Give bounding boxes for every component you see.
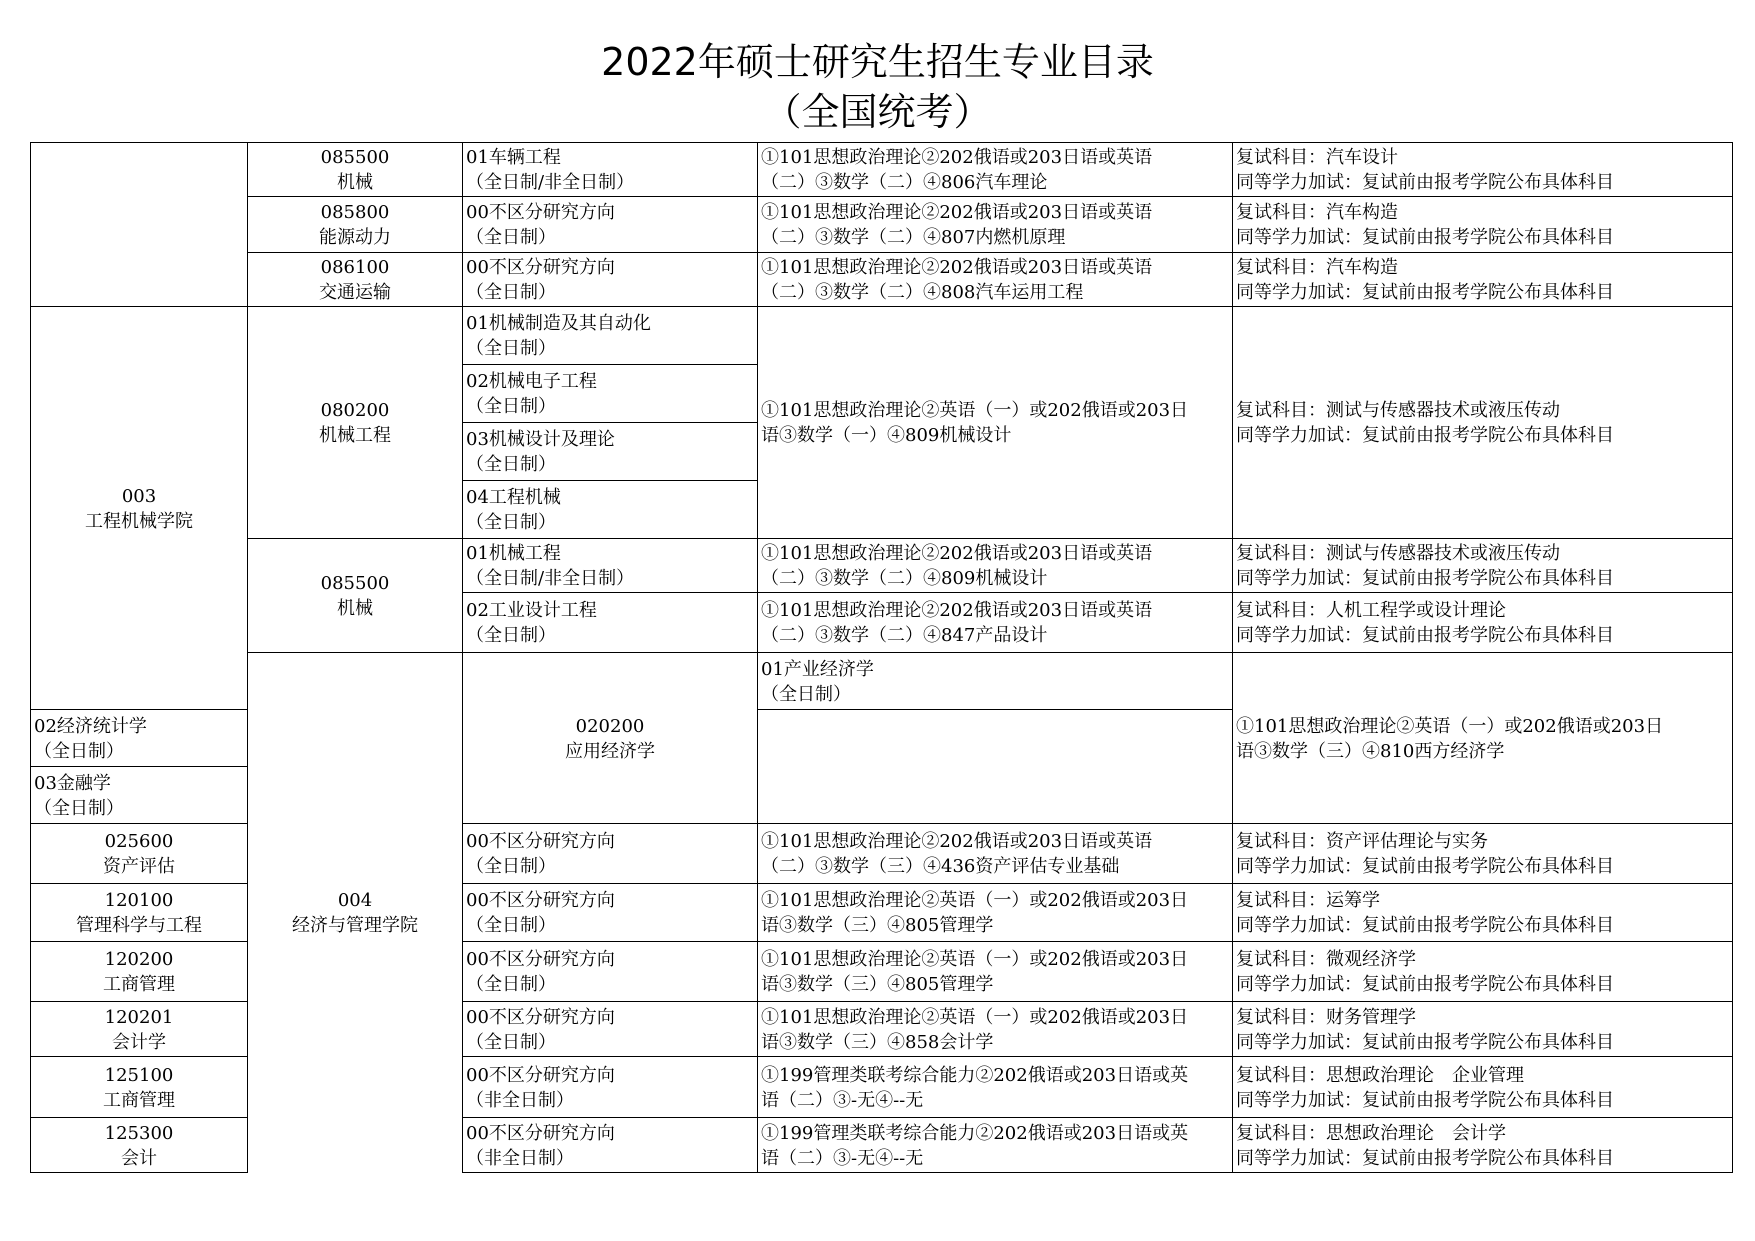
retest-cell xyxy=(1233,143,1733,197)
exam-cell xyxy=(758,539,1233,593)
table-row xyxy=(31,539,1733,593)
study-mode: （全日制） xyxy=(466,227,556,248)
table-row xyxy=(31,143,1733,197)
retest-subjects: 复试科目：汽车构造 xyxy=(1236,257,1398,278)
college-code: 004 xyxy=(337,890,373,912)
extra-exam-note: 同等学力加试：复试前由报考学院公布具体科目 xyxy=(1236,1089,1614,1111)
extra-exam-note: 同等学力加试：复试前由报考学院公布具体科目 xyxy=(1236,282,1614,303)
exam-subjects-line2: （二）③数学（二）④809机械设计 xyxy=(761,568,1048,589)
study-mode: （全日制） xyxy=(761,683,851,705)
college-cell-blank xyxy=(31,143,248,307)
major-name: 资产评估 xyxy=(103,856,175,877)
major-cell xyxy=(248,253,463,307)
major-name: 应用经济学 xyxy=(565,740,655,762)
direction-name: 03机械设计及理论 xyxy=(466,429,615,450)
major-code: 025600 xyxy=(104,831,174,852)
retest-cell xyxy=(1233,539,1733,593)
exam-subjects-line2: （二）③数学（二）④847产品设计 xyxy=(761,625,1048,646)
direction-cell xyxy=(463,197,758,253)
retest-subjects: 复试科目：汽车构造 xyxy=(1236,202,1398,223)
major-cell xyxy=(248,307,463,539)
retest-subjects: 复试科目：人机工程学或设计理论 xyxy=(1236,600,1506,621)
retest-subjects: 复试科目：测试与传感器技术或液压传动 xyxy=(1236,543,1560,564)
exam-subjects-line2: 语③数学（三）④858会计学 xyxy=(761,1031,994,1053)
direction-cell xyxy=(758,653,1233,710)
retest-cell xyxy=(1233,1118,1733,1173)
direction-name: 04工程机械 xyxy=(466,487,561,508)
exam-subjects-line1: ①101思想政治理论②202俄语或203日语或英语 xyxy=(761,600,1153,621)
study-mode: （非全日制） xyxy=(466,1147,574,1169)
study-mode: （全日制） xyxy=(466,396,556,417)
retest-subjects: 复试科目：微观经济学 xyxy=(1236,949,1416,970)
major-name: 会计 xyxy=(121,1147,157,1169)
direction-cell xyxy=(463,1118,758,1173)
major-name: 工商管理 xyxy=(103,974,175,995)
table-row xyxy=(31,253,1733,307)
retest-cell xyxy=(1233,1057,1733,1118)
retest-cell xyxy=(1233,253,1733,307)
extra-exam-note: 同等学力加试：复试前由报考学院公布具体科目 xyxy=(1236,625,1614,646)
study-mode: （全日制） xyxy=(466,974,556,995)
major-code: 085800 xyxy=(320,202,390,223)
direction-name: 00不区分研究方向 xyxy=(466,1064,615,1086)
exam-subjects-line2: 语③数学（三）④810西方经济学 xyxy=(1236,740,1505,762)
direction-cell xyxy=(463,884,758,942)
retest-subjects: 复试科目：资产评估理论与实务 xyxy=(1236,831,1488,852)
direction-name: 00不区分研究方向 xyxy=(466,202,615,223)
retest-cell xyxy=(1233,942,1733,1002)
retest-cell xyxy=(1233,1002,1733,1057)
exam-cell xyxy=(758,197,1233,253)
exam-cell xyxy=(758,1057,1233,1118)
study-mode: （全日制） xyxy=(466,282,556,303)
direction-cell xyxy=(31,710,248,767)
major-code: 120200 xyxy=(104,949,174,970)
exam-subjects-line1: ①101思想政治理论②英语（一）或202俄语或203日 xyxy=(761,1006,1189,1028)
college-cell xyxy=(31,307,248,710)
exam-cell xyxy=(758,253,1233,307)
retest-subjects: 复试科目：财务管理学 xyxy=(1236,1006,1416,1028)
extra-exam-note: 同等学力加试：复试前由报考学院公布具体科目 xyxy=(1236,1147,1614,1169)
direction-name: 00不区分研究方向 xyxy=(466,949,615,970)
direction-name: 01机械制造及其自动化 xyxy=(466,313,651,334)
exam-subjects-line1: ①101思想政治理论②英语（一）或202俄语或203日 xyxy=(761,400,1189,421)
major-name: 会计学 xyxy=(112,1031,166,1053)
study-mode: （全日制） xyxy=(466,512,556,533)
direction-cell xyxy=(463,593,758,653)
study-mode: （全日制） xyxy=(466,915,556,936)
direction-cell xyxy=(463,365,758,423)
exam-subjects-line1: ①101思想政治理论②英语（一）或202俄语或203日 xyxy=(1236,715,1664,737)
exam-cell xyxy=(758,942,1233,1002)
extra-exam-note: 同等学力加试：复试前由报考学院公布具体科目 xyxy=(1236,568,1614,589)
retest-cell xyxy=(1233,884,1733,942)
direction-cell xyxy=(463,539,758,593)
direction-name: 00不区分研究方向 xyxy=(466,1006,615,1028)
college-name: 经济与管理学院 xyxy=(292,915,418,937)
direction-name: 01车辆工程 xyxy=(466,147,561,168)
major-cell xyxy=(31,824,248,884)
direction-cell xyxy=(463,253,758,307)
study-mode: （全日制） xyxy=(34,740,124,762)
direction-name: 00不区分研究方向 xyxy=(466,831,615,852)
exam-subjects-line1: ①101思想政治理论②202俄语或203日语或英语 xyxy=(761,202,1153,223)
exam-subjects-line1: ①101思想政治理论②202俄语或203日语或英语 xyxy=(761,257,1153,278)
major-name: 工商管理 xyxy=(103,1089,175,1111)
page-title: 2022年硕士研究生招生专业目录 xyxy=(601,40,1154,84)
major-cell xyxy=(248,143,463,197)
study-mode: （全日制） xyxy=(466,338,556,359)
exam-subjects-line1: ①101思想政治理论②英语（一）或202俄语或203日 xyxy=(761,949,1189,970)
exam-subjects-line2: 语（二）③-无④--无 xyxy=(761,1147,924,1169)
major-name: 管理科学与工程 xyxy=(76,915,202,936)
major-code: 085500 xyxy=(320,147,390,168)
major-name: 机械工程 xyxy=(319,425,391,446)
extra-exam-note: 同等学力加试：复试前由报考学院公布具体科目 xyxy=(1236,856,1614,877)
major-code: 125100 xyxy=(104,1064,174,1086)
exam-subjects-line2: 语（二）③-无④--无 xyxy=(761,1089,924,1111)
retest-subjects: 复试科目：运筹学 xyxy=(1236,890,1380,911)
page-subtitle: （全国统考） xyxy=(763,90,992,134)
major-cell xyxy=(31,884,248,942)
direction-cell xyxy=(463,423,758,481)
exam-subjects-line1: ①101思想政治理论②202俄语或203日语或英语 xyxy=(761,147,1153,168)
study-mode: （全日制） xyxy=(466,1031,556,1053)
major-cell xyxy=(463,653,758,824)
study-mode: （全日制） xyxy=(466,454,556,475)
exam-cell xyxy=(758,1002,1233,1057)
major-code: 080200 xyxy=(320,400,390,421)
extra-exam-note: 同等学力加试：复试前由报考学院公布具体科目 xyxy=(1236,172,1614,193)
college-cell xyxy=(248,653,463,1173)
exam-subjects-line1: ①199管理类联考综合能力②202俄语或203日语或英 xyxy=(761,1122,1189,1144)
major-code: 085500 xyxy=(320,573,390,594)
major-name: 机械 xyxy=(337,172,373,193)
major-name: 交通运输 xyxy=(319,282,391,303)
major-code: 120100 xyxy=(104,890,174,911)
direction-cell xyxy=(463,824,758,884)
direction-cell xyxy=(463,481,758,539)
exam-cell xyxy=(758,593,1233,653)
major-name: 机械 xyxy=(337,598,373,619)
direction-name: 00不区分研究方向 xyxy=(466,257,615,278)
exam-cell xyxy=(1233,653,1733,824)
major-cell xyxy=(31,942,248,1002)
college-name: 工程机械学院 xyxy=(85,510,193,532)
major-cell xyxy=(31,1002,248,1057)
study-mode: （全日制） xyxy=(466,856,556,877)
table-row xyxy=(31,197,1733,253)
major-code: 086100 xyxy=(320,257,390,278)
direction-name: 01机械工程 xyxy=(466,543,561,564)
retest-cell xyxy=(1233,197,1733,253)
exam-cell xyxy=(758,1118,1233,1173)
extra-exam-note: 同等学力加试：复试前由报考学院公布具体科目 xyxy=(1236,1031,1614,1053)
table-row xyxy=(31,307,1733,365)
retest-subjects: 复试科目：思想政治理论 会计学 xyxy=(1236,1122,1506,1144)
extra-exam-note: 同等学力加试：复试前由报考学院公布具体科目 xyxy=(1236,425,1614,446)
exam-subjects-line2: 语③数学（三）④805管理学 xyxy=(761,915,994,936)
direction-name: 02机械电子工程 xyxy=(466,371,597,392)
exam-subjects-line1: ①101思想政治理论②202俄语或203日语或英语 xyxy=(761,831,1153,852)
study-mode: （全日制/非全日制） xyxy=(466,172,635,193)
college-code: 003 xyxy=(121,485,157,507)
retest-cell xyxy=(1233,824,1733,884)
exam-cell xyxy=(758,824,1233,884)
exam-cell xyxy=(758,143,1233,197)
extra-exam-note: 同等学力加试：复试前由报考学院公布具体科目 xyxy=(1236,227,1614,248)
exam-subjects-line2: （二）③数学（二）④806汽车理论 xyxy=(761,172,1048,193)
study-mode: （全日制/非全日制） xyxy=(466,568,635,589)
major-code: 125300 xyxy=(104,1122,174,1144)
retest-cell xyxy=(1233,593,1733,653)
major-cell xyxy=(31,1057,248,1118)
study-mode: （全日制） xyxy=(466,625,556,646)
major-cell xyxy=(248,197,463,253)
major-name: 能源动力 xyxy=(319,227,391,248)
direction-name: 00不区分研究方向 xyxy=(466,1122,615,1144)
direction-cell xyxy=(463,942,758,1002)
direction-cell xyxy=(463,143,758,197)
exam-cell xyxy=(758,884,1233,942)
exam-subjects-line2: （二）③数学（二）④808汽车运用工程 xyxy=(761,282,1084,303)
exam-cell xyxy=(758,307,1233,539)
direction-cell xyxy=(463,307,758,365)
extra-exam-note: 同等学力加试：复试前由报考学院公布具体科目 xyxy=(1236,974,1614,995)
retest-subjects: 复试科目：测试与传感器技术或液压传动 xyxy=(1236,400,1560,421)
exam-subjects-line2: （二）③数学（三）④436资产评估专业基础 xyxy=(761,856,1120,877)
retest-subjects: 复试科目：思想政治理论 企业管理 xyxy=(1236,1064,1524,1086)
direction-cell xyxy=(463,1057,758,1118)
direction-cell xyxy=(463,1002,758,1057)
exam-subjects-line1: ①101思想政治理论②202俄语或203日语或英语 xyxy=(761,543,1153,564)
exam-subjects-line2: 语③数学（一）④809机械设计 xyxy=(761,425,1012,446)
direction-name: 01产业经济学 xyxy=(761,658,874,680)
study-mode: （非全日制） xyxy=(466,1089,574,1111)
extra-exam-note: 同等学力加试：复试前由报考学院公布具体科目 xyxy=(1236,915,1614,936)
major-code: 120201 xyxy=(104,1006,174,1028)
direction-name: 02经济统计学 xyxy=(34,715,147,737)
major-cell xyxy=(31,1118,248,1173)
retest-subjects: 复试科目：汽车设计 xyxy=(1236,147,1398,168)
exam-subjects-line1: ①199管理类联考综合能力②202俄语或203日语或英 xyxy=(761,1064,1189,1086)
catalog-table xyxy=(30,142,1733,1173)
exam-subjects-line1: ①101思想政治理论②英语（一）或202俄语或203日 xyxy=(761,890,1189,911)
exam-subjects-line2: 语③数学（三）④805管理学 xyxy=(761,974,994,995)
exam-subjects-line2: （二）③数学（二）④807内燃机原理 xyxy=(761,227,1066,248)
direction-name: 03金融学 xyxy=(34,772,111,794)
major-code: 020200 xyxy=(575,715,645,737)
direction-name: 02工业设计工程 xyxy=(466,600,597,621)
major-cell xyxy=(248,539,463,653)
table-row xyxy=(31,653,1733,710)
direction-cell xyxy=(31,767,248,824)
study-mode: （全日制） xyxy=(34,797,124,819)
retest-cell xyxy=(1233,307,1733,539)
direction-name: 00不区分研究方向 xyxy=(466,890,615,911)
